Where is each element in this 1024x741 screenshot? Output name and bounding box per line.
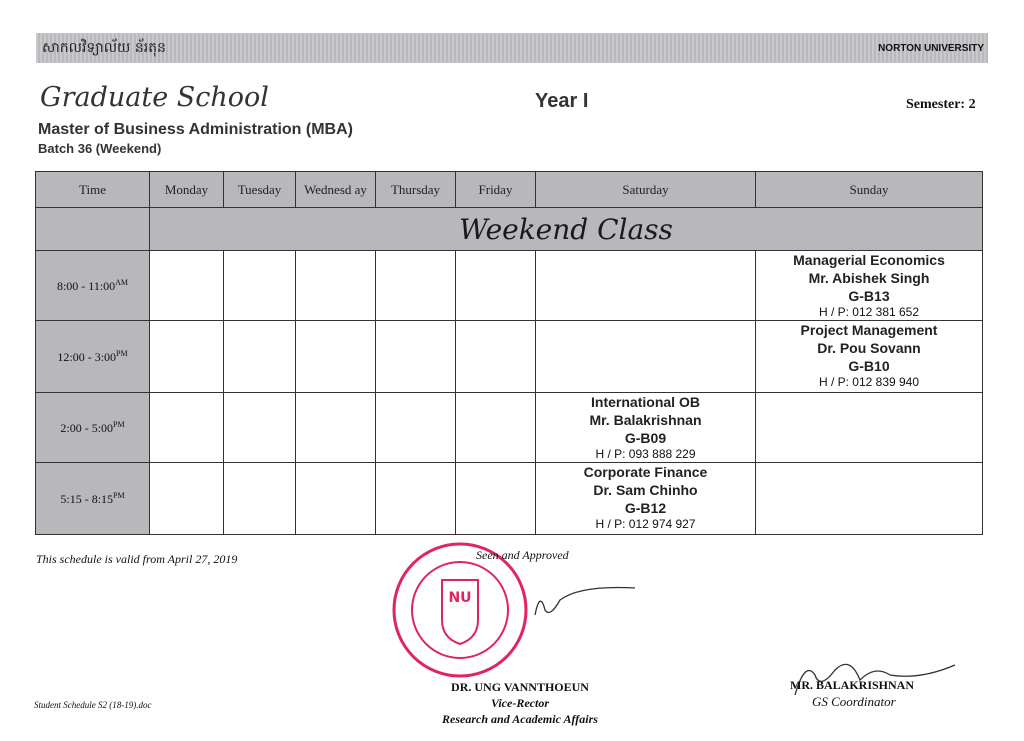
- batch-label: Batch 36 (Weekend): [38, 141, 162, 156]
- course-name: Corporate Finance: [583, 464, 708, 480]
- vice-rector-department: Research and Academic Affairs: [442, 712, 598, 726]
- empty-cell: [296, 463, 376, 535]
- empty-cell: [536, 321, 756, 393]
- header-row: [36, 172, 983, 208]
- lecturer-name: Dr. Sam Chinho: [593, 482, 698, 498]
- empty-cell: [296, 321, 376, 393]
- col-header-thursday: Thursday: [376, 172, 456, 208]
- weekend-class-banner: Weekend Class: [150, 208, 983, 251]
- lecturer-name: Dr. Pou Sovann: [817, 340, 921, 356]
- empty-cell: [376, 463, 456, 535]
- vice-rector-signature-icon: [530, 580, 640, 620]
- schedule-table: [35, 171, 983, 535]
- validity-note: This schedule is valid from April 27, 2019: [36, 552, 238, 566]
- empty-cell: [296, 393, 376, 463]
- empty-cell: [536, 251, 756, 321]
- col-header-saturday: Saturday: [536, 172, 756, 208]
- seen-approved-label: Seen and Approved: [476, 548, 569, 562]
- empty-cell: [150, 321, 224, 393]
- vice-rector-name: DR. UNG VANNTHOEUN: [451, 680, 589, 694]
- phone: H / P: 012 839 940: [818, 375, 920, 389]
- empty-cell: [150, 393, 224, 463]
- table-row: [36, 393, 983, 463]
- phone: H / P: 012 974 927: [595, 517, 696, 531]
- table-row: [36, 321, 983, 393]
- empty-cell: [376, 393, 456, 463]
- time-slot: 12:00 - $3:00^{PM}$: [36, 321, 150, 393]
- year-label: Year I: [535, 90, 589, 112]
- empty-cell: [296, 251, 376, 321]
- phone: H / P: 093 888 229: [595, 447, 696, 461]
- header-banner: [36, 33, 988, 63]
- room: G-B09: [624, 430, 667, 446]
- program-title: Master of Business Administration (MBA): [38, 121, 353, 138]
- course-name: International OB: [591, 394, 700, 410]
- course-name: Managerial Economics: [793, 252, 945, 268]
- room: G-B13: [848, 288, 890, 304]
- lecturer-name: Mr. Balakrishnan: [589, 412, 702, 428]
- school-title: Graduate School: [40, 82, 269, 113]
- col-header-tuesday: Tuesday: [224, 172, 296, 208]
- class-cell: [536, 463, 756, 535]
- coordinator-title: GS Coordinator: [812, 694, 896, 709]
- empty-cell: [756, 393, 983, 463]
- table-row: [36, 251, 983, 321]
- empty-cell: [456, 321, 536, 393]
- time-slot: 5:15 - $8:15^{PM}$: [36, 463, 150, 535]
- col-header-time: Time: [36, 172, 150, 208]
- empty-cell: [224, 463, 296, 535]
- empty-cell: [376, 251, 456, 321]
- col-header-friday: Friday: [456, 172, 536, 208]
- class-cell: [536, 393, 756, 463]
- course-name: Project Management: [800, 322, 938, 338]
- university-name: NORTON UNIVERSITY: [878, 42, 984, 54]
- coordinator-name: MR. BALAKRISHNAN: [790, 678, 915, 692]
- empty-cell: [224, 321, 296, 393]
- semester-label: Semester: 2: [906, 97, 976, 112]
- vice-rector-title: Vice-Rector: [491, 696, 549, 710]
- phone: H / P: 012 381 652: [818, 305, 920, 319]
- empty-cell: [456, 463, 536, 535]
- time-slot: 8:00 - $11:00^{AM}$: [36, 251, 150, 321]
- empty-cell: [456, 251, 536, 321]
- document-filename: Student Schedule S2 (18-19).doc: [34, 700, 152, 710]
- col-header-sunday: Sunday: [756, 172, 983, 208]
- svg-text:NU: NU: [448, 590, 472, 606]
- banner-left-cell: [36, 208, 150, 251]
- empty-cell: [756, 463, 983, 535]
- banner-row: [36, 208, 983, 251]
- room: G-B12: [624, 500, 667, 516]
- empty-cell: [456, 393, 536, 463]
- empty-cell: [376, 321, 456, 393]
- room: G-B10: [848, 358, 890, 374]
- col-header-wednesday: Wednesd ay: [296, 172, 376, 208]
- khmer-university-name: សាកលវិទ្យាល័យ ន័រតុន: [42, 39, 166, 56]
- empty-cell: [224, 393, 296, 463]
- empty-cell: [150, 251, 224, 321]
- time-slot: 2:00 - $5:00^{PM}$: [36, 393, 150, 463]
- class-cell: [756, 321, 983, 393]
- col-header-monday: Monday: [150, 172, 224, 208]
- table-row: [36, 463, 983, 535]
- empty-cell: [150, 463, 224, 535]
- lecturer-name: Mr. Abishek Singh: [808, 270, 930, 286]
- empty-cell: [224, 251, 296, 321]
- class-cell: [756, 251, 983, 321]
